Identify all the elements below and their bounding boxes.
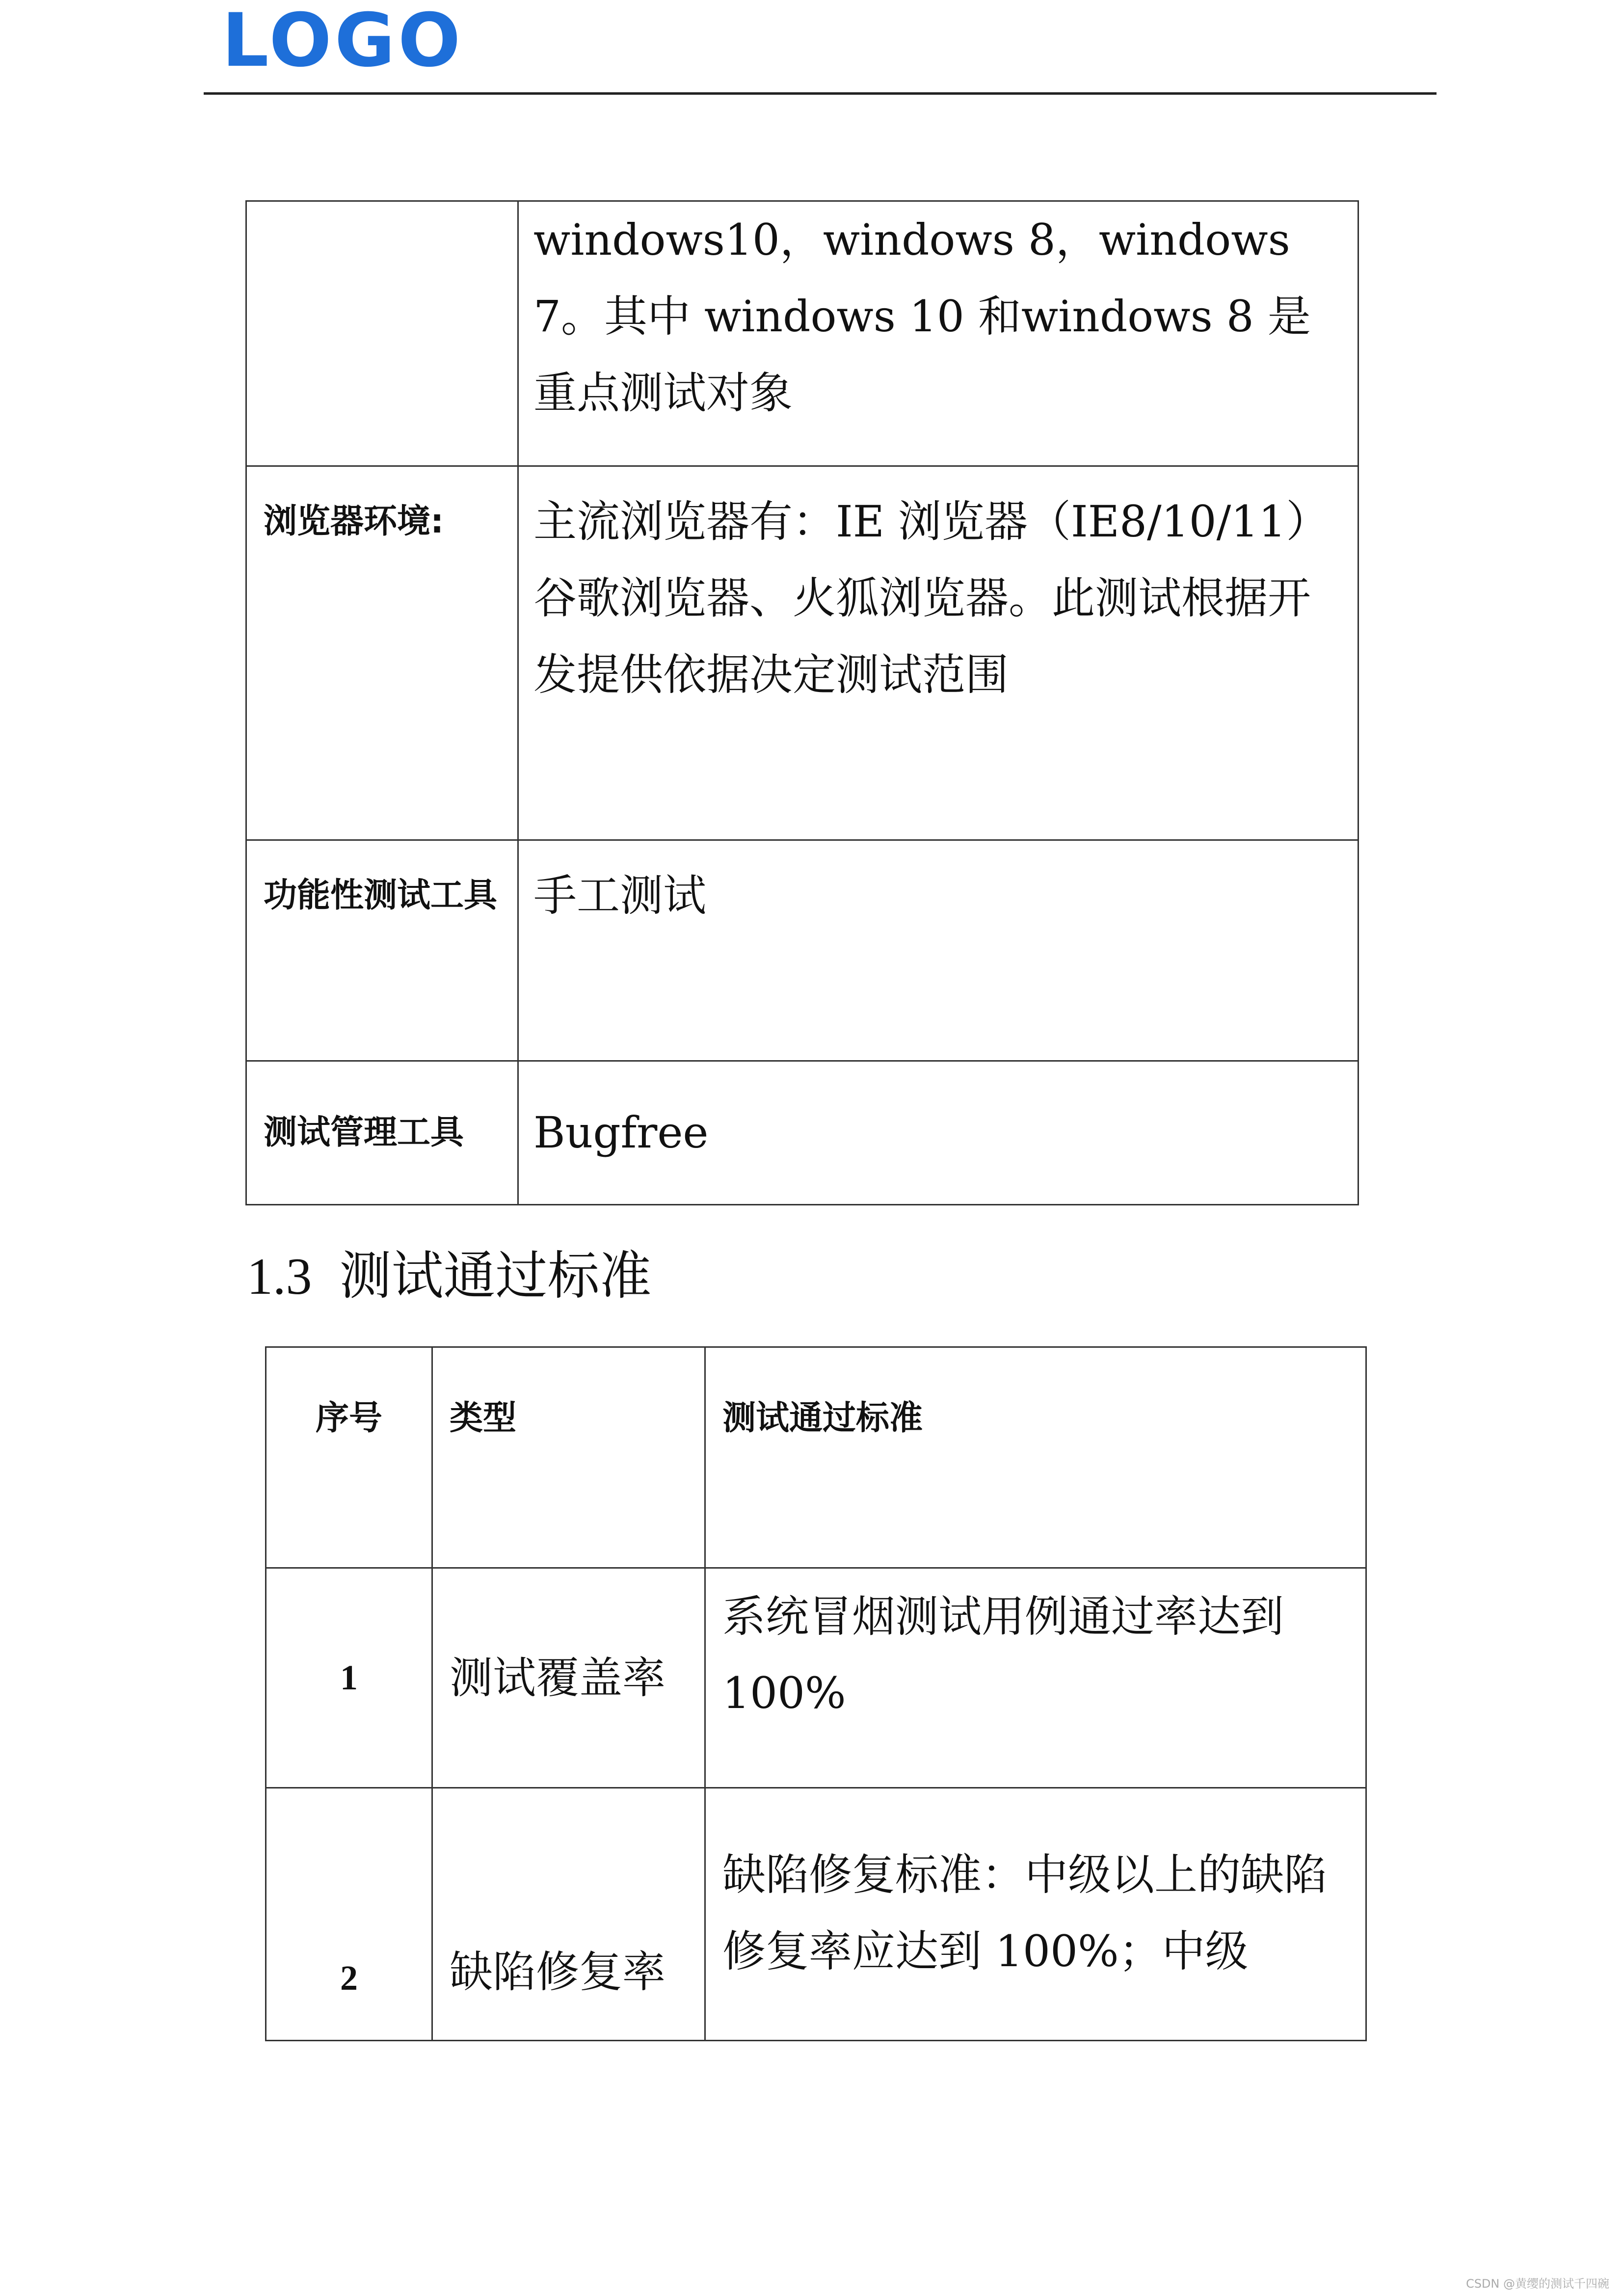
header-standard: 测试通过标准 [705,1347,1366,1568]
section-heading [247,1237,652,1316]
table-row [246,201,1358,466]
row-standard: 系统冒烟测试用例通过率达到100% [705,1568,1366,1788]
section-number: 1.3 [247,1248,312,1305]
env-label-cell [246,201,518,466]
row-type: 缺陷修复率 [432,1788,705,2041]
header-index: 序号 [266,1347,432,1568]
logo: LOGO [222,0,464,83]
header-type: 类型 [432,1347,705,1568]
pass-criteria-table [265,1346,1367,2041]
table-row [246,840,1358,1061]
table-row [266,1568,1366,1788]
table-row [246,466,1358,840]
header-divider [204,92,1437,95]
environment-table [245,200,1359,1205]
row-type: 测试覆盖率 [432,1568,705,1788]
row-standard: 缺陷修复标准：中级以上的缺陷修复率应达到 100%；中级 [705,1788,1366,2041]
os-value-cell: windows10，windows 8，windows 7。其中 windows 10 和windows 8 是重点测试对象 [518,201,1358,466]
browser-env-label: 浏览器环境: [246,466,518,840]
watermark: CSDN @黄缨的测试千四碗 [1465,2277,1609,2291]
functional-test-tool-label: 功能性测试工具 [246,840,518,1061]
table-row [266,1788,1366,2041]
row-index: 1 [266,1568,432,1788]
test-management-tool-label: 测试管理工具 [246,1061,518,1205]
section-title: 测试通过标准 [339,1246,652,1306]
functional-test-tool-value: 手工测试 [518,840,1358,1061]
browser-env-value: 主流浏览器有：IE 浏览器（IE8/10/11）谷歌浏览器、火狐浏览器。此测试根据开发提供依据决定测试范围 [518,466,1358,840]
table-row [246,1061,1358,1205]
test-management-tool-value: Bugfree [518,1061,1358,1205]
table-row [266,1347,1366,1568]
row-index: 2 [266,1788,432,2041]
